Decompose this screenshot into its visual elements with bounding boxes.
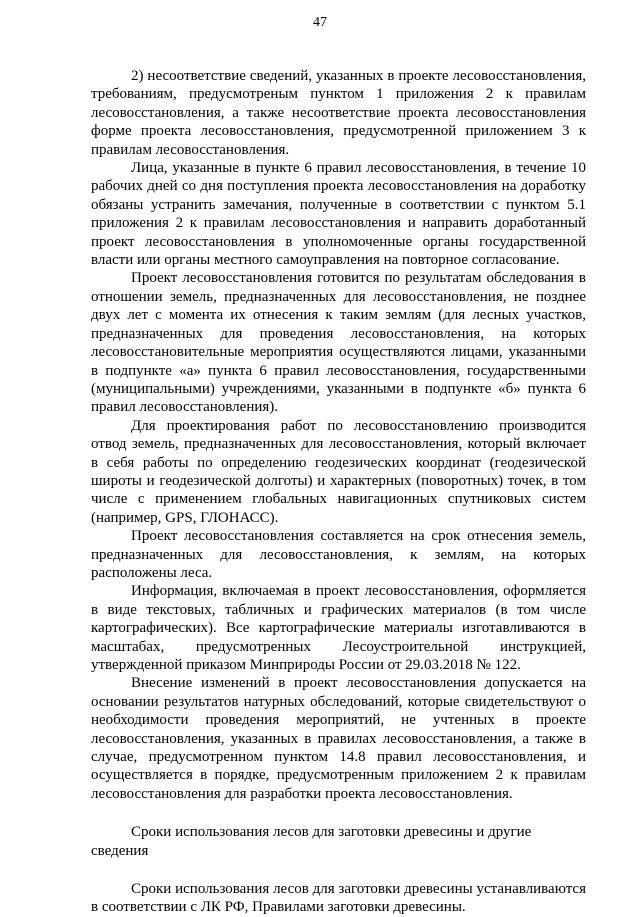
paragraph-revision-deadline: Лица, указанные в пункте 6 правил лесовосстановления, в течение 10 рабочих дней со дня поступления проекта лесовосстановления на доработку обязаны устранить замечания, полученные в соответствии с пунктом 5.1 приложения 2 к правилам лесовосстановления и направить доработанный проект лесовосстановления в уполномоченные органы государственной власти или органы местного самоуправления на повторное согласование. xyxy=(91,160,586,269)
section-heading: Сроки использования лесов для заготовки древесины и другие сведения xyxy=(91,824,532,859)
paragraph-project-preparation: Проект лесовосстановления готовится по результатам обследования в отношении земель, предназначенных для лесовосстановления, не позднее двух лет с момента их отнесения к таким землям (для лесных участков, предназначенных для проведения лесовосстановления, на которых лесовосстановительные мероприятия осуществляются лицами, указанными в подпункте «а» пункта 6 правил лесовосстановления, государственными (муниципальными) учреждениями, указанными в подпункте «б» пункта 6 правил лесовосстановления). xyxy=(91,270,586,416)
paragraph-harvest-terms: Сроки использования лесов для заготовки древесины устанавливаются в соответствии с ЛК РФ, Правилами заготовки древесины. xyxy=(91,881,586,916)
paragraph-project-materials: Информация, включаемая в проект лесовосстановления, оформляется в виде текстовых, табличных и графических материалов (в том числе картографических). Все картографические материалы изготавливаются в масштабах, предусмотренных Лесоустроительной инструкцией, утвержденной приказом Минприроды России от 29.03.2018 № 122. xyxy=(91,583,586,673)
paragraph-project-term: Проект лесовосстановления составляется на срок отнесения земель, предназначенных для лесовосстановления, к землям, на которых расположены леса. xyxy=(91,528,586,581)
spacer xyxy=(91,860,586,880)
paragraph-land-allotment: Для проектирования работ по лесовосстановлению производится отвод земель, предназначенных для лесовосстановления, который включает в себя работы по определению геодезических координат (геодезической широты и геодезической долготы) и характерных (поворотных) точек, в том числе с применением глобальных навигационных спутниковых систем (например, GPS, ГЛОНАСС). xyxy=(91,417,586,526)
paragraph-noncompliance: 2) несоответствие сведений, указанных в проекте лесовосстановления, требованиям, предусмотреным пунктом 1 приложения 2 к правилам лесовосстановления, а также несоответствие проекта лесовосстановления форме проекта лесовосстановления, предусмотренной приложением 3 к правилам лесовосстановления. xyxy=(91,68,586,158)
spacer xyxy=(91,803,586,823)
page-number: 47 xyxy=(313,15,327,30)
paragraph-project-changes: Внесение изменений в проект лесовосстановления допускается на основании результатов натурных обследований, которые свидетельствуют о необходимости проведения мероприятий, не учтенных в проекте лесовосстановления, указанных в правилах лесовосстановления, а также в случае, предусмотренном пунктом 14.8 правил лесовосстановления, и осуществляется в порядке, предусмотренным приложением 2 к правилам лесовосстановления для разработки проекта лесовосстановления. xyxy=(91,675,586,802)
document-body xyxy=(91,67,586,917)
